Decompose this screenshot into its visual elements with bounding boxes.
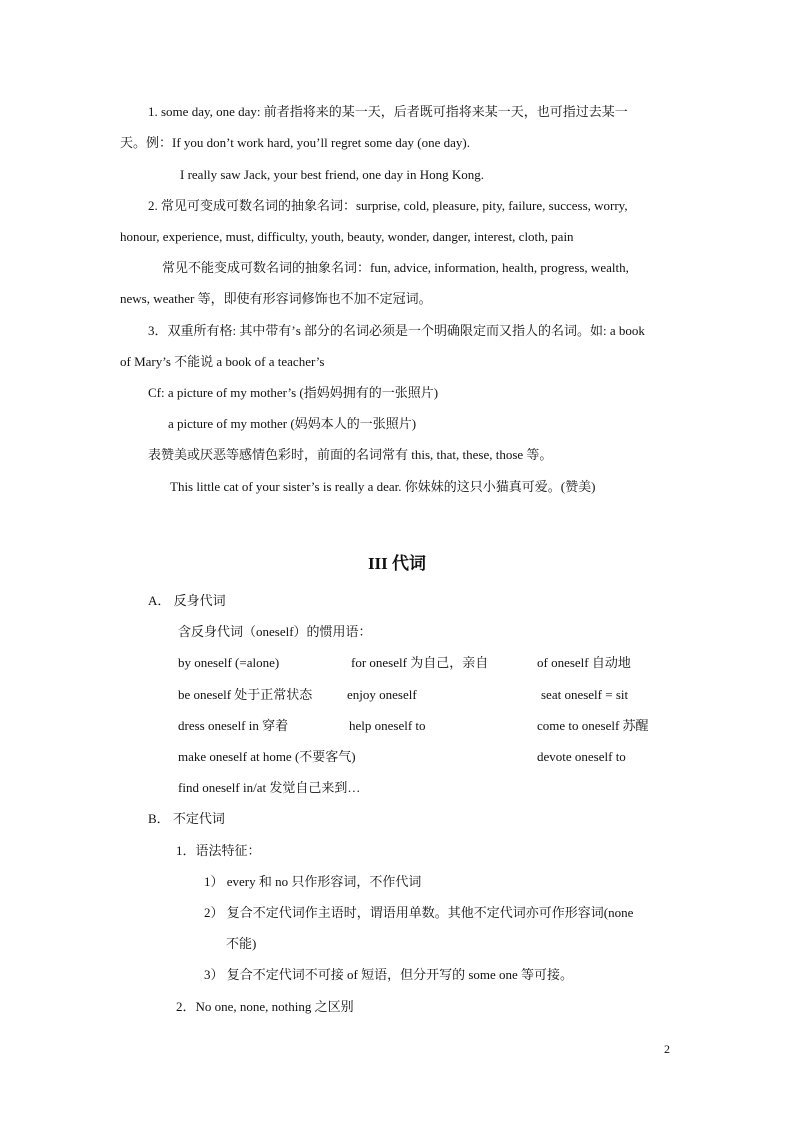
para-cf-example1: Cf: a picture of my mother’s (指妈妈拥有的一张照片) <box>148 385 439 400</box>
para-someday-line2: 天。例：If you don’t work hard, you’ll regret some day (one day). <box>120 135 470 150</box>
para-someday-line1: 1. some day, one day: 前者指将来的某一天，后者既可指将来某一天，也可指过去某一 <box>148 104 628 119</box>
para-cf-example2: a picture of my mother (妈妈本人的一张照片) <box>168 416 417 431</box>
section-b-sub1: 1．语法特征： <box>176 843 261 858</box>
para-someday-example2: I really saw Jack, your best friend, one day in Hong Kong. <box>180 167 484 182</box>
para-double-possessive-line1: 3．双重所有格: 其中带有’s 部分的名词必须是一个明确限定而又指人的名词。如: a book <box>148 323 645 338</box>
section-a-label: A． 反身代词 <box>148 593 226 608</box>
grammar-point-1: 1） every 和 no 只作形容词，不作代词 <box>204 874 422 889</box>
section-heading-pronouns: III 代词 <box>367 554 427 573</box>
idiom-item: enjoy oneself <box>347 687 417 702</box>
para-double-possessive-line2: of Mary’s 不能说 a book of a teacher’s <box>120 354 325 369</box>
section-b-label: B． 不定代词 <box>148 811 225 826</box>
para-countable-abstract-line1: 2. 常见可变成可数名词的抽象名词：surprise, cold, pleasure, pity, failure, success, worry, <box>148 198 628 213</box>
para-uncountable-abstract-line1: 常见不能变成可数名词的抽象名词：fun, advice, information, health, progress, wealth, <box>162 260 629 275</box>
idiom-item: dress oneself in 穿着 <box>178 718 289 733</box>
section-b-sub2: 2．No one, none, nothing 之区别 <box>176 999 354 1014</box>
idiom-item: help oneself to <box>349 718 426 733</box>
para-countable-abstract-line2: honour, experience, must, difficulty, youth, beauty, wonder, danger, interest, cloth, pain <box>120 229 574 244</box>
para-emotion-example: This little cat of your sister’s is really a dear. 你妹妹的这只小猫真可爱。(赞美) <box>170 479 596 494</box>
grammar-point-2-cont: 不能) <box>226 936 257 951</box>
grammar-point-3: 3） 复合不定代词不可接 of 短语，但分开写的 some one 等可接。 <box>204 967 574 982</box>
idiom-item: make oneself at home (不要客气) <box>178 749 356 764</box>
idiom-item: by oneself (=alone) <box>178 655 280 670</box>
idiom-item: seat oneself = sit <box>541 687 629 702</box>
section-a-intro: 含反身代词（oneself）的惯用语： <box>178 624 372 639</box>
idiom-item: find oneself in/at 发觉自己来到… <box>178 780 361 795</box>
idiom-item: be oneself 处于正常状态 <box>178 687 313 702</box>
page-number: 2 <box>664 1042 670 1056</box>
para-uncountable-abstract-line2: news, weather 等，即使有形容词修饰也不加不定冠词。 <box>120 291 432 306</box>
grammar-point-2: 2） 复合不定代词作主语时，谓语用单数。其他不定代词亦可作形容词(none <box>204 905 634 920</box>
idiom-item: of oneself 自动地 <box>537 655 631 670</box>
para-emotion-note: 表赞美或厌恶等感情色彩时，前面的名词常有 this, that, these, those 等。 <box>148 447 553 462</box>
idiom-item: for oneself 为自己，亲自 <box>351 655 489 670</box>
idiom-item: come to oneself 苏醒 <box>537 718 649 733</box>
idiom-item: devote oneself to <box>537 749 626 764</box>
